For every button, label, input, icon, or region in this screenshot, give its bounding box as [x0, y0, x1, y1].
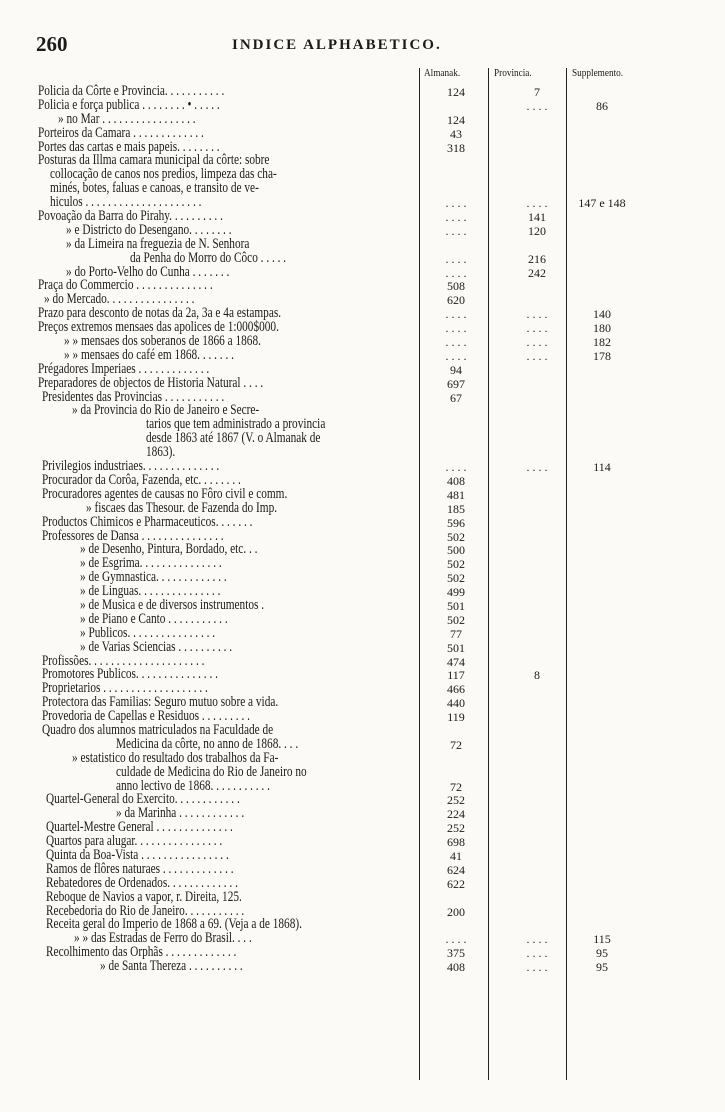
- supplemento-ref: 95: [596, 946, 608, 961]
- almanak-ref: 698: [447, 835, 465, 850]
- entry-label: Reboque de Navios a vapor, r. Direita, 125.: [46, 888, 242, 905]
- index-entry: [0, 721, 725, 738]
- entry-label: 1863).: [146, 444, 176, 461]
- almanak-ref: 501: [447, 640, 465, 655]
- entry-label: Quartel-Mestre General . . . . . . . . . . . . . .: [46, 819, 233, 836]
- provincia-ref: . . . .: [526, 932, 548, 947]
- almanak-ref: 622: [447, 876, 465, 891]
- almanak-ref: 620: [447, 293, 465, 308]
- entry-label: Presidentes das Provincias . . . . . . . . . . .: [42, 388, 225, 405]
- entry-label: Rebatedores de Ordenados. . . . . . . . . . . . .: [46, 874, 238, 891]
- almanak-ref: 224: [447, 807, 465, 822]
- supplemento-ref: 147 e 148: [578, 196, 626, 211]
- entry-label: Promotores Publicos. . . . . . . . . . . . . . .: [42, 666, 218, 683]
- almanak-ref: . . . .: [445, 932, 467, 947]
- almanak-ref: 502: [447, 529, 465, 544]
- almanak-ref: 466: [447, 682, 465, 697]
- index-entry: [0, 793, 725, 807]
- entry-label: » » das Estradas de Ferro do Brasil. . . .: [74, 930, 252, 947]
- provincia-ref: 141: [528, 210, 546, 225]
- entry-label: Recolhimento das Orphãs . . . . . . . . . . . . .: [46, 944, 237, 961]
- index-entry: [0, 235, 725, 252]
- provincia-ref: 216: [528, 251, 546, 266]
- page-number: 260: [36, 32, 68, 56]
- almanak-ref: 501: [447, 598, 465, 613]
- provincia-ref: 7: [534, 85, 540, 99]
- provincia-ref: . . . .: [526, 307, 548, 322]
- entry-label: » da Marinha . . . . . . . . . . . .: [116, 805, 245, 822]
- index-entry: [0, 960, 725, 974]
- entry-label: Policia da Côrte e Provincia. . . . . . . . . . .: [38, 83, 225, 99]
- entry-label: Prégadores Imperiaes . . . . . . . . . . . . .: [38, 360, 210, 377]
- almanak-ref: . . . .: [445, 265, 467, 280]
- almanak-ref: 72: [450, 737, 462, 752]
- supplemento-ref: 140: [593, 307, 611, 322]
- almanak-ref: 408: [447, 960, 465, 975]
- entry-label: » » mensaes dos soberanos de 1866 a 1868.: [64, 333, 261, 350]
- supplemento-ref: 180: [593, 321, 611, 336]
- almanak-ref: . . . .: [445, 210, 467, 225]
- almanak-ref: 252: [447, 821, 465, 836]
- almanak-ref: 124: [447, 112, 465, 127]
- entry-label: » de Gymnastica. . . . . . . . . . . . .: [80, 569, 227, 586]
- entry-label: Quartos para alugar. . . . . . . . . . . . . . . .: [46, 833, 223, 850]
- almanak-ref: 119: [447, 710, 465, 725]
- index-entry: [0, 749, 725, 766]
- supplemento-ref: 95: [596, 960, 608, 975]
- entry-label: Recebedoria do Rio de Janeiro. . . . . . . . . . .: [46, 902, 245, 919]
- entry-label: Productos Chimicos e Pharmaceuticos. . . . . . .: [42, 513, 253, 530]
- entry-label: » fiscaes das Thesour. de Fazenda do Imp.: [86, 499, 278, 516]
- entry-label: Praça do Commercio . . . . . . . . . . . . . .: [38, 277, 213, 294]
- index-entry: [0, 418, 725, 432]
- provincia-ref: 8: [534, 668, 540, 683]
- entry-label: » de Desenho, Pintura, Bordado, etc. . .: [80, 541, 258, 558]
- almanak-ref: 67: [450, 390, 462, 405]
- almanak-ref: 481: [447, 487, 465, 502]
- entry-label: Preparadores de objectos de Historia Natural . . . .: [38, 374, 264, 391]
- index-entry: [0, 432, 725, 446]
- almanak-ref: . . . .: [445, 321, 467, 336]
- entry-label: Protectora das Familias: Seguro mutuo sobre a vida.: [42, 694, 279, 711]
- almanak-ref: . . . .: [445, 348, 467, 363]
- entry-label: Prazo para desconto de notas da 2a, 3a e 4a estampas.: [38, 305, 282, 322]
- entry-label: » de Musica e de diversos instrumentos .: [80, 596, 265, 613]
- almanak-ref: 318: [447, 140, 465, 155]
- entry-label: hiculos . . . . . . . . . . . . . . . . . . . . .: [50, 194, 202, 211]
- entry-label: Receita geral do Imperio de 1868 a 69. (Veja a de 1868).: [46, 916, 302, 933]
- provincia-ref: . . . .: [526, 348, 548, 363]
- entry-label: Preços extremos mensaes das apolices de 1:000$000.: [38, 319, 279, 336]
- entry-label: » da Limeira na freguezia de N. Senhora: [66, 235, 250, 252]
- almanak-ref: 375: [447, 946, 465, 961]
- entry-label: » e Districto do Desengano. . . . . . . .: [66, 221, 232, 238]
- entry-label: » do Porto-Velho do Cunha . . . . . . .: [66, 263, 230, 280]
- entry-label: Porteiros da Camara . . . . . . . . . . . . .: [38, 124, 204, 141]
- entry-label: Privilegios industriaes. . . . . . . . . . . . . .: [42, 458, 220, 475]
- column-header-supplemento: Supplemento.: [572, 67, 624, 79]
- entry-label: Povoação da Barra do Pirahy. . . . . . . . . .: [38, 208, 223, 225]
- almanak-ref: 624: [447, 862, 465, 877]
- almanak-ref: . . . .: [445, 335, 467, 350]
- almanak-ref: 508: [447, 279, 465, 294]
- entry-label: Proprietarios . . . . . . . . . . . . . . . . . . .: [42, 680, 208, 697]
- provincia-ref: 242: [528, 265, 546, 280]
- column-header-provincia: Provincia.: [494, 67, 532, 79]
- entry-label: Quartel-General do Exercito. . . . . . . . . . . .: [46, 791, 240, 808]
- entry-label: culdade de Medicina do Rio de Janeiro no: [116, 763, 307, 780]
- index-entry: [0, 763, 725, 780]
- entry-label: » no Mar . . . . . . . . . . . . . . . . .: [58, 110, 196, 127]
- entry-label: Provedoria de Capellas e Residuos . . . . . . . . .: [42, 708, 250, 725]
- entry-label: anno lectivo de 1868. . . . . . . . . . .: [116, 777, 270, 794]
- supplemento-ref: 86: [596, 98, 608, 113]
- entry-label: » de Linguas. . . . . . . . . . . . . . .: [80, 583, 221, 600]
- entry-label: Portes das cartas e mais papeis. . . . . . . .: [38, 138, 220, 155]
- almanak-ref: 500: [447, 543, 465, 558]
- entry-label: tarios que tem administrado a provincia: [146, 416, 326, 433]
- almanak-ref: 200: [447, 904, 465, 919]
- entry-label: » da Provincia do Rio de Janeiro e Secre-: [72, 402, 260, 419]
- provincia-ref: . . . .: [526, 460, 548, 475]
- entry-label: » Publicos. . . . . . . . . . . . . . . .: [80, 624, 216, 641]
- column-header-almanak: Almanak.: [424, 67, 461, 79]
- provincia-ref: . . . .: [526, 946, 548, 961]
- entry-label: Procuradores agentes de causas no Fôro civil e comm.: [42, 485, 288, 502]
- supplemento-ref: 114: [593, 460, 611, 475]
- index-entry: [0, 404, 725, 418]
- almanak-ref: 502: [447, 557, 465, 572]
- almanak-ref: 117: [447, 668, 465, 683]
- entry-label: » estatistico do resultado dos trabalhos da Fa-: [72, 749, 279, 766]
- entry-label: » de Piano e Canto . . . . . . . . . . .: [80, 610, 228, 627]
- provincia-ref: . . . .: [526, 960, 548, 975]
- entry-label: » de Santa Thereza . . . . . . . . . .: [100, 958, 243, 975]
- almanak-ref: 124: [447, 85, 465, 99]
- entry-label: Procurador da Corôa, Fazenda, etc. . . . . . . .: [42, 471, 241, 488]
- almanak-ref: 43: [450, 126, 462, 141]
- provincia-ref: . . . .: [526, 321, 548, 336]
- almanak-ref: 94: [450, 362, 462, 377]
- almanak-ref: . . . .: [445, 307, 467, 322]
- almanak-ref: . . . .: [445, 196, 467, 211]
- provincia-ref: . . . .: [526, 196, 548, 211]
- entry-label: Professores de Dansa . . . . . . . . . . . . . . .: [42, 527, 224, 544]
- entry-label: collocação de canos nos predios, limpeza das cha-: [50, 166, 277, 183]
- provincia-ref: . . . .: [526, 98, 548, 113]
- almanak-ref: 77: [450, 626, 462, 641]
- entry-label: minés, botes, faluas e canoas, e transito de ve-: [50, 180, 259, 197]
- entry-label: » de Varias Sciencias . . . . . . . . . .: [80, 638, 233, 655]
- almanak-ref: 596: [447, 515, 465, 530]
- almanak-ref: 185: [447, 501, 465, 516]
- almanak-ref: 408: [447, 473, 465, 488]
- page-title: INDICE ALPHABETICO.: [232, 37, 442, 53]
- supplemento-ref: 115: [593, 932, 611, 947]
- almanak-ref: . . . .: [445, 251, 467, 266]
- entry-label: » de Esgrima. . . . . . . . . . . . . . .: [80, 555, 222, 572]
- entry-label: Quinta da Boa-Vista . . . . . . . . . . . . . . . .: [46, 846, 229, 863]
- entry-label: Posturas da Illma camara municipal da côrte: sobre: [38, 152, 270, 169]
- provincia-ref: . . . .: [526, 335, 548, 350]
- almanak-ref: 41: [450, 848, 462, 863]
- entry-label: desde 1863 até 1867 (V. o Almanak de: [146, 430, 321, 447]
- supplemento-ref: 178: [593, 348, 611, 363]
- entry-label: Policia e força publica . . . . . . . . • . . . . .: [38, 96, 220, 113]
- provincia-ref: 120: [528, 223, 546, 238]
- almanak-ref: 72: [450, 779, 462, 794]
- almanak-ref: 499: [447, 585, 465, 600]
- supplemento-ref: 182: [593, 335, 611, 350]
- entry-label: da Penha do Morro do Côco . . . . .: [130, 249, 287, 266]
- almanak-ref: . . . .: [445, 460, 467, 475]
- entry-label: » » mensaes do café em 1868. . . . . . .: [64, 346, 234, 363]
- almanak-ref: 474: [447, 654, 465, 669]
- almanak-ref: . . . .: [445, 223, 467, 238]
- entry-label: Quadro dos alumnos matriculados na Faculdade de: [42, 721, 274, 738]
- entry-label: » do Mercado. . . . . . . . . . . . . . . .: [44, 291, 195, 308]
- almanak-ref: 252: [447, 793, 465, 808]
- almanak-ref: 440: [447, 696, 465, 711]
- entry-label: Profissões. . . . . . . . . . . . . . . . . . . . .: [42, 652, 205, 669]
- almanak-ref: 502: [447, 571, 465, 586]
- almanak-ref: 697: [447, 376, 465, 391]
- entry-label: Ramos de flôres naturaes . . . . . . . . . . . . .: [46, 860, 234, 877]
- index-table: [0, 85, 725, 974]
- entry-label: Medicina da côrte, no anno de 1868. . . .: [116, 735, 299, 752]
- almanak-ref: 502: [447, 612, 465, 627]
